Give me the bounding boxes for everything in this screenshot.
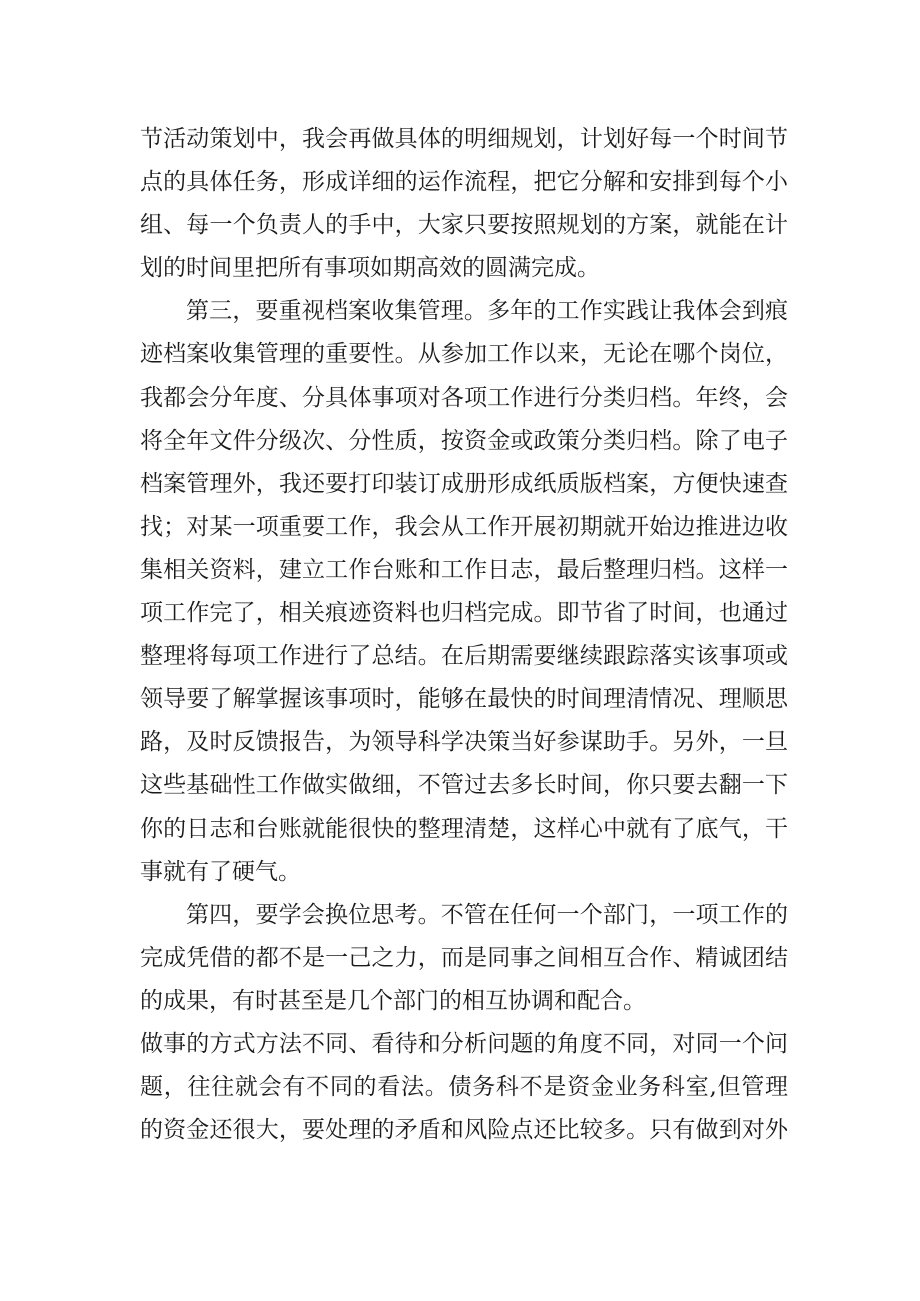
text-line: 这些基础性工作做实做细，不管过去多长时间，你只要去翻一下: [140, 772, 788, 799]
text-line: 节活动策划中，我会再做具体的明细规划，计划好每一个时间节: [140, 126, 788, 152]
body-text: [140, 118, 788, 1152]
text-line: 路，及时反馈报告，为领导科学决策当好参谋助手。另外，一旦: [140, 729, 788, 756]
text-line: 划的时间里把所有事项如期高效的圆满完成。: [140, 255, 600, 282]
text-line: 的成果，有时甚至是几个部门的相互协调和配合。: [140, 987, 646, 1014]
text-line: 第四，要学会换位思考。不管在任何一个部门，一项工作的: [186, 901, 788, 928]
text-line: 集相关资料，建立工作台账和工作日志，最后整理归档。这样一: [140, 556, 788, 583]
text-line: 点的具体任务，形成详细的运作流程，把它分解和安排到每个小: [140, 169, 788, 196]
text-line: 我都会分年度、分具体事项对各项工作进行分类归档。年终，会: [140, 384, 788, 411]
text-line: 第三，要重视档案收集管理。多年的工作实践让我体会到痕: [186, 298, 788, 325]
text-line: 项工作完了，相关痕迹资料也归档完成。即节省了时间，也通过: [140, 600, 788, 627]
text-line: 完成凭借的都不是一己之力，而是同事之间相互合作、精诚团结: [140, 944, 788, 971]
text-line: 你的日志和台账就能很快的整理清楚，这样心中就有了底气，干: [140, 815, 788, 842]
text-line: 做事的方式方法不同、看待和分析问题的角度不同，对同一个问: [140, 1030, 788, 1057]
text-line: 事就有了硬气。: [140, 858, 301, 885]
text-line: 将全年文件分级次、分性质，按资金或政策分类归档。除了电子: [140, 427, 788, 454]
text-line: 领导要了解掌握该事项时，能够在最快的时间理清情况、理顺思: [140, 686, 788, 713]
text-line: 迹档案收集管理的重要性。从参加工作以来，无论在哪个岗位，: [140, 341, 788, 368]
text-line: 题，往往就会有不同的看法。债务科不是资金业务科室,但管理: [140, 1074, 788, 1101]
text-line: 组、每一个负责人的手中，大家只要按照规划的方案，就能在计: [140, 212, 788, 239]
text-line: 整理将每项工作进行了总结。在后期需要继续跟踪落实该事项或: [140, 643, 788, 670]
text-line: 档案管理外，我还要打印装订成册形成纸质版档案，方便快速查: [140, 470, 788, 497]
text-line: 的资金还很大，要处理的矛盾和风险点还比较多。只有做到对外: [140, 1117, 788, 1144]
text-line: 找；对某一项重要工作，我会从工作开展初期就开始边推进边收: [140, 513, 788, 540]
